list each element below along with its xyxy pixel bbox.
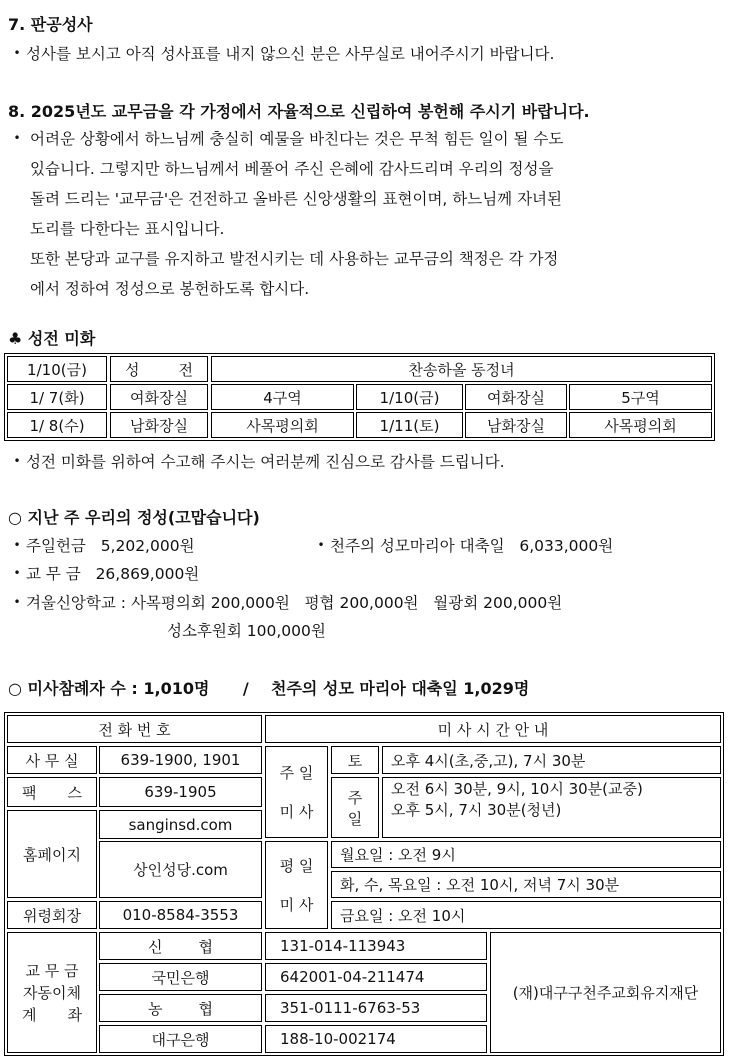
altar-place: 여화장실: [110, 384, 208, 410]
chair-label: 위령회장: [7, 901, 97, 929]
club-icon: ♣: [8, 329, 23, 348]
chair-phone: 010-8584-3553: [99, 901, 262, 929]
bullet-icon: •: [13, 595, 21, 609]
offering-sunday: • 주일헌금 5,202,000원: [8, 534, 195, 556]
offering-winter-2: 성소후원회 100,000원: [167, 622, 326, 640]
tue-thu-times: 화, 수, 목요일 : 오전 10시, 저녁 7시 30분: [331, 871, 721, 898]
account-number: 131-014-113943: [265, 932, 487, 960]
altar-date: 1/10(금): [356, 384, 463, 410]
altar-date: 1/ 7(화): [7, 384, 107, 410]
mass-header: 미 사 시 간 안 내: [265, 715, 721, 743]
altar-team: 사목평의회: [211, 412, 354, 438]
sunday-mass-label: 주 일 미 사: [265, 746, 328, 838]
fax-label: 팩 스: [7, 777, 97, 807]
offering-dues: • 교 무 금 26,869,000원: [8, 562, 199, 584]
account-holder: (재)대구구천주교회유지재단: [490, 932, 721, 1053]
saturday-label: 토: [331, 746, 379, 774]
account-number: 188-10-002174: [265, 1025, 487, 1053]
sunday-times: 오전 6시 30분, 9시, 10시 30분(교중) 오후 5시, 7시 30분(청년): [382, 777, 721, 838]
office-value: 639-1900, 1901: [99, 746, 262, 774]
bullet-icon: •: [13, 566, 21, 580]
homepage-link-korean[interactable]: 상인성당.com: [99, 841, 262, 898]
bank-name: 신 협: [99, 932, 262, 960]
phone-header: 전 화 번 호: [7, 715, 262, 743]
altar-team: 4구역: [211, 384, 354, 410]
altar-place: 남화장실: [110, 412, 208, 438]
friday-times: 금요일 : 오전 10시: [331, 901, 721, 929]
altar-date: 1/10(금): [7, 356, 107, 382]
altar-date: 1/11(토): [356, 412, 463, 438]
altar-thanks: • 성전 미화를 위하여 수고해 주시는 여러분께 진심으로 감사를 드립니다.: [8, 450, 505, 472]
bullet-icon: •: [317, 538, 325, 552]
saturday-times: 오후 4시(초,중,고), 7시 30분: [382, 746, 721, 774]
section7-bullet: • 성사를 보시고 아직 성사표를 내지 않으신 분은 사무실로 내어주시기 바랍니다.: [8, 42, 554, 64]
monday-times: 월요일 : 오전 9시: [331, 841, 721, 868]
homepage-link[interactable]: sanginsd.com: [99, 810, 262, 839]
section7-title: 7. 판공성사: [8, 15, 93, 34]
offering-winter: • 겨울신앙학교 : 사목평의회 200,000원 평협 200,000원 월광회 200,000원: [8, 591, 562, 613]
account-number: 642001-04-211474: [265, 963, 487, 991]
bank-name: 국민은행: [99, 963, 262, 991]
account-number: 351-0111-6763-53: [265, 994, 487, 1022]
homepage-label: 홈페이지: [7, 810, 97, 898]
bank-name: 농 협: [99, 994, 262, 1022]
bank-name: 대구은행: [99, 1025, 262, 1053]
altar-team: 찬송하올 동정녀: [211, 356, 712, 382]
section8-body: 어려운 상황에서 하느님께 충실히 예물을 바친다는 것은 무척 힘든 일이 될 수도 있습니다. 그렇지만 하느님께서 베풀어 주신 은혜에 감사드리며 우리의 정성을 돌려 드리는 '교무금'은 건전하고 올바른 신앙생활의 표현이며, 하느님께 자녀된 도리를 다한다는 표시입니다. 또한 본당과 교구를 유지하고 발전시키는 데 사용하는 교무금의 책정은 각 가정 에서 정하여 정성으로 봉헌하도록 합시다.: [30, 130, 564, 298]
altar-place: 여화장실: [465, 384, 567, 410]
bullet-icon: •: [13, 538, 21, 552]
weekday-mass-label: 평 일 미 사: [265, 841, 328, 929]
bullet-icon: •: [13, 131, 21, 145]
attendance: ○ 미사참례자 수 : 1,010명 / 천주의 성모 마리아 대축일 1,029명: [8, 679, 530, 698]
offering-title: ○ 지난 주 우리의 정성(고맙습니다): [8, 508, 260, 527]
account-label: 교 무 금 자동이체 계 좌: [7, 932, 97, 1053]
offering-feast: • 천주의 성모마리아 대축일 6,033,000원: [312, 534, 613, 556]
sunday-label: 주 일: [331, 777, 379, 838]
altar-team: 사목평의회: [569, 412, 712, 438]
altar-team: 5구역: [569, 384, 712, 410]
section8-title: 8. 2025년도 교무금을 각 가정에서 자율적으로 신립하여 봉헌해 주시기 바랍니다.: [8, 102, 590, 121]
altar-title: ♣ 성전 미화: [8, 329, 96, 348]
bullet-icon: •: [13, 46, 21, 60]
fax-value: 639-1905: [99, 777, 262, 807]
office-label: 사 무 실: [7, 746, 97, 774]
bullet-icon: •: [13, 454, 21, 468]
altar-place: 남화장실: [465, 412, 567, 438]
altar-date: 1/ 8(수): [7, 412, 107, 438]
altar-place: 성 전: [110, 356, 208, 382]
